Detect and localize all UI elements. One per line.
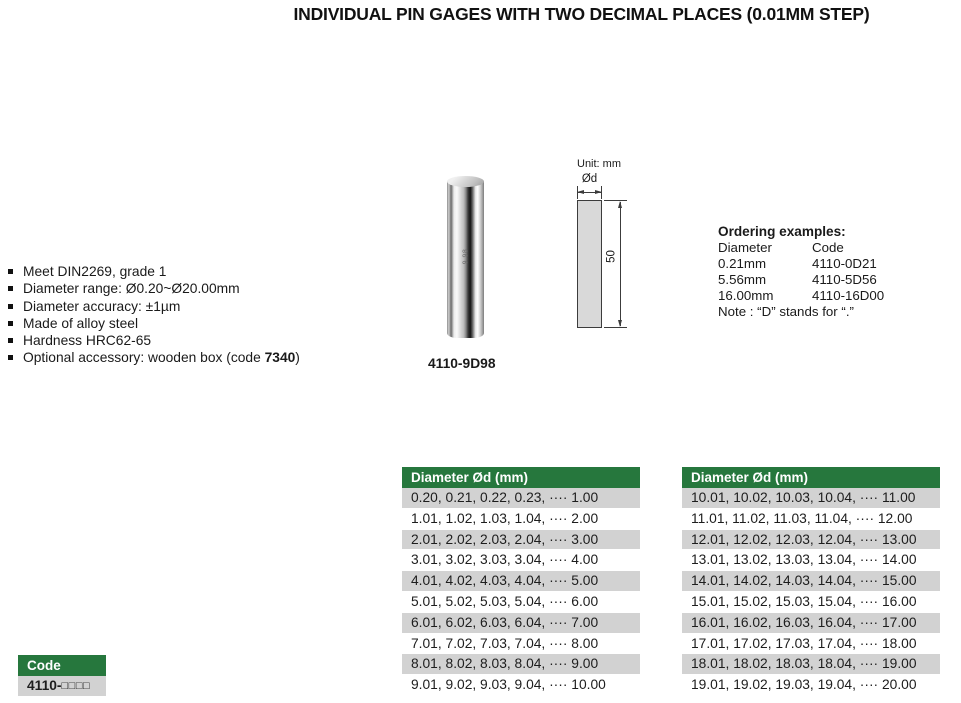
ordering-row: 0.21mm 4110-0D21 [718, 255, 877, 271]
table-header: Diameter Ød (mm) [682, 467, 940, 488]
table-row: 17.01, 17.02, 17.03, 17.04, ···· 18.00 [682, 634, 940, 655]
table-row: 10.01, 10.02, 10.03, 10.04, ···· 11.00 [682, 488, 940, 509]
ordering-row: 5.56mm 4110-5D56 [718, 271, 877, 287]
code-box [18, 655, 106, 697]
diameter-table-1 [402, 467, 640, 696]
feature-item: Optional accessory: wooden box (code 7340) [8, 349, 300, 366]
table-row: 13.01, 13.02, 13.03, 13.04, ···· 14.00 [682, 550, 940, 571]
length-dimension-line [620, 202, 621, 326]
page-title: INDIVIDUAL PIN GAGES WITH TWO DECIMAL PLACES (0.01MM STEP) [293, 4, 870, 24]
table-row: 5.01, 5.02, 5.03, 5.04, ···· 6.00 [402, 592, 640, 613]
pin-gage-photo [447, 181, 484, 338]
bullet-square-icon [8, 269, 13, 274]
extension-line [604, 327, 627, 328]
feature-item: Hardness HRC62-65 [8, 332, 300, 349]
bullet-square-icon [8, 286, 13, 291]
arrowhead-left-icon [577, 190, 584, 194]
bullet-square-icon [8, 304, 13, 309]
table-row: 7.01, 7.02, 7.03, 7.04, ···· 8.00 [402, 634, 640, 655]
table-row: 4.01, 4.02, 4.03, 4.04, ···· 5.00 [402, 571, 640, 592]
ordering-note: Note : “D” stands for “.” [718, 303, 854, 319]
code-placeholder-squares: □□□□ [61, 680, 91, 692]
table-row: 16.01, 16.02, 16.03, 16.04, ···· 17.00 [682, 613, 940, 634]
bullet-square-icon [8, 321, 13, 326]
table-row: 12.01, 12.02, 12.03, 12.04, ···· 13.00 [682, 530, 940, 551]
table-row: 9.01, 9.02, 9.03, 9.04, ···· 10.00 [402, 675, 640, 696]
arrowhead-down-icon [618, 320, 622, 327]
table-header: Diameter Ød (mm) [402, 467, 640, 488]
unit-label: Unit: mm [577, 158, 621, 170]
diameter-table-2 [682, 467, 940, 696]
code-box-header: Code [18, 655, 106, 676]
pin-gage-top-face [447, 176, 484, 187]
ordering-col-diameter: Diameter [718, 239, 772, 255]
table-row: 14.01, 14.02, 14.03, 14.04, ···· 15.00 [682, 571, 940, 592]
table-row: 8.01, 8.02, 8.03, 8.04, ···· 9.00 [402, 654, 640, 675]
feature-list [8, 263, 300, 367]
bullet-square-icon [8, 338, 13, 343]
table-row: 3.01, 3.02, 3.03, 3.04, ···· 4.00 [402, 550, 640, 571]
feature-item: Diameter accuracy: ±1µm [8, 298, 300, 315]
diameter-dim-label: Ød [581, 173, 598, 185]
code-box-value [18, 676, 106, 697]
length-dim-label: 50 [605, 250, 618, 263]
pin-marking: 9.98 [462, 248, 470, 265]
feature-item: Made of alloy steel [8, 315, 300, 332]
code-prefix: 4110- [27, 678, 62, 693]
arrowhead-right-icon [595, 190, 602, 194]
ordering-examples [718, 224, 884, 319]
extension-line [604, 200, 627, 201]
table-row: 15.01, 15.02, 15.03, 15.04, ···· 16.00 [682, 592, 940, 613]
pin-outline-drawing [577, 200, 602, 328]
ordering-title: Ordering examples: [718, 224, 846, 239]
feature-item: Meet DIN2269, grade 1 [8, 263, 300, 280]
table-row: 1.01, 1.02, 1.03, 1.04, ···· 2.00 [402, 509, 640, 530]
table-row: 18.01, 18.02, 18.03, 18.04, ···· 19.00 [682, 654, 940, 675]
table-row: 19.01, 19.02, 19.03, 19.04, ···· 20.00 [682, 675, 940, 696]
table-row: 11.01, 11.02, 11.03, 11.04, ···· 12.00 [682, 509, 940, 530]
ordering-header-row [718, 240, 884, 256]
feature-item: Diameter range: Ø0.20~Ø20.00mm [8, 280, 300, 297]
arrowhead-up-icon [618, 201, 622, 208]
table-row: 6.01, 6.02, 6.03, 6.04, ···· 7.00 [402, 613, 640, 634]
table-row: 0.20, 0.21, 0.22, 0.23, ···· 1.00 [402, 488, 640, 509]
ordering-col-code: Code [812, 239, 844, 255]
bullet-square-icon [8, 355, 13, 360]
ordering-row: 16.00mm 4110-16D00 [718, 287, 885, 303]
pin-code-label: 4110-9D98 [428, 356, 496, 371]
table-row: 2.01, 2.02, 2.03, 2.04, ···· 3.00 [402, 530, 640, 551]
